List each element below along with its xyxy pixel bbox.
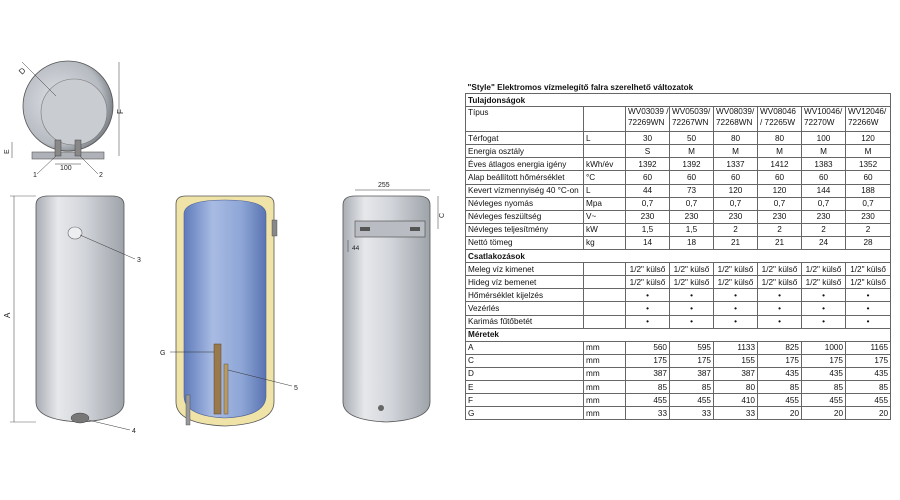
model-code: WV03039 / 72269WN [626, 107, 670, 132]
section-row [466, 250, 891, 263]
row-value: 230 [846, 210, 891, 223]
row-value: 1/2" külső [802, 263, 846, 276]
table-row [466, 315, 891, 328]
row-value: 1133 [714, 341, 758, 354]
top-view [4, 61, 125, 179]
table-row [466, 354, 891, 367]
table-row [466, 171, 891, 184]
row-value: 100 [802, 132, 846, 145]
row-value: 230 [714, 210, 758, 223]
section-properties: Tulajdonságok [466, 94, 891, 107]
row-value: 387 [670, 367, 714, 380]
row-value: 80 [714, 380, 758, 393]
row-value: 0,7 [670, 197, 714, 210]
row-value: 20 [758, 407, 802, 420]
row-unit [584, 145, 626, 158]
dimension-rows [466, 341, 891, 420]
dim-label-a: A [3, 312, 12, 318]
callout-5: 5 [294, 385, 298, 392]
row-label: Vezérlés [466, 302, 584, 315]
row-value: • [758, 315, 802, 328]
dim-label-e: E [4, 149, 11, 154]
row-value: 410 [714, 394, 758, 407]
row-label: Éves átlagos energia igény [466, 158, 584, 171]
row-value: 455 [802, 394, 846, 407]
row-value: • [670, 315, 714, 328]
row-unit: mm [584, 341, 626, 354]
row-value: 1/2" külső [670, 276, 714, 289]
row-label: Kevert vízmennyiség 40 °C-on [466, 184, 584, 197]
table-row [466, 263, 891, 276]
row-value: 20 [846, 407, 891, 420]
properties-rows [466, 132, 891, 250]
dim-label-g: G [160, 350, 166, 357]
row-value: 455 [626, 394, 670, 407]
row-value: 155 [714, 354, 758, 367]
section-row [466, 328, 891, 341]
row-value: • [846, 302, 891, 315]
model-code: WV08039/ 72268WN [714, 107, 758, 132]
row-value: • [670, 302, 714, 315]
row-value: • [802, 315, 846, 328]
row-value: 560 [626, 341, 670, 354]
row-label: Hideg víz bemenet [466, 276, 584, 289]
row-value: 230 [626, 210, 670, 223]
model-code: WV10046/ 72270W [802, 107, 846, 132]
row-label: Hőmérséklet kijelzés [466, 289, 584, 302]
row-value: • [626, 289, 670, 302]
row-value: 1/2" külső [670, 263, 714, 276]
row-value: 144 [802, 184, 846, 197]
row-value: 60 [802, 171, 846, 184]
row-value: • [846, 289, 891, 302]
row-label: C [466, 354, 584, 367]
row-value: 230 [670, 210, 714, 223]
row-value: • [802, 289, 846, 302]
row-value: 825 [758, 341, 802, 354]
row-unit [584, 302, 626, 315]
table-row [466, 223, 891, 236]
row-value: 1/2" külső [802, 276, 846, 289]
row-value: 1/2" külső [846, 263, 891, 276]
type-unit [584, 107, 626, 132]
row-label: F [466, 394, 584, 407]
row-value: 1392 [670, 158, 714, 171]
front-view [3, 196, 141, 435]
bracket-slot-2 [410, 227, 420, 231]
side-bracket [272, 220, 277, 236]
row-value: 60 [846, 171, 891, 184]
row-value: 387 [714, 367, 758, 380]
row-label: Névleges feszültség [466, 210, 584, 223]
table-row [466, 407, 891, 420]
row-value: 175 [758, 354, 802, 367]
row-label: E [466, 380, 584, 393]
type-label: Típus [466, 107, 584, 132]
row-value: 33 [626, 407, 670, 420]
row-value: M [846, 145, 891, 158]
row-value: M [670, 145, 714, 158]
callout-1: 1 [33, 172, 37, 179]
table-row [466, 380, 891, 393]
row-label: Energia osztály [466, 145, 584, 158]
pipe-stub-left [55, 140, 61, 156]
top-view-inner-ring [41, 79, 107, 145]
row-value: 435 [846, 367, 891, 380]
row-value: 30 [626, 132, 670, 145]
row-unit [584, 289, 626, 302]
row-value: M [758, 145, 802, 158]
section-dimensions: Méretek [466, 328, 891, 341]
section-connections: Csatlakozások [466, 250, 891, 263]
wall-bracket-top [32, 152, 104, 159]
row-value: 85 [802, 380, 846, 393]
model-header-row [466, 107, 891, 132]
row-value: M [802, 145, 846, 158]
dim-label-255: 255 [378, 182, 390, 189]
row-value: 28 [846, 236, 891, 249]
row-value: • [846, 315, 891, 328]
row-unit: mm [584, 367, 626, 380]
dim-label-100: 100 [60, 165, 72, 172]
table-row [466, 132, 891, 145]
row-value: 1000 [802, 341, 846, 354]
table-row [466, 145, 891, 158]
row-unit: kW [584, 223, 626, 236]
row-value: 80 [758, 132, 802, 145]
leader-4 [88, 420, 130, 430]
table-row [466, 367, 891, 380]
row-unit: mm [584, 394, 626, 407]
dim-label-d: D [17, 65, 28, 77]
row-value: 455 [758, 394, 802, 407]
row-value: 1/2" külső [846, 276, 891, 289]
table-row [466, 289, 891, 302]
row-unit: V~ [584, 210, 626, 223]
row-value: 0,7 [626, 197, 670, 210]
callout-4: 4 [132, 428, 136, 435]
row-value: • [670, 289, 714, 302]
row-value: 175 [626, 354, 670, 367]
model-code: WV12046/ 72266W [846, 107, 891, 132]
row-label: Meleg víz kimenet [466, 263, 584, 276]
row-label: D [466, 367, 584, 380]
row-value: 2 [802, 223, 846, 236]
row-unit: mm [584, 380, 626, 393]
row-value: 0,7 [714, 197, 758, 210]
row-unit: kWh/év [584, 158, 626, 171]
row-value: M [714, 145, 758, 158]
row-value: 1/2" külső [714, 276, 758, 289]
row-label: G [466, 407, 584, 420]
dim-label-44: 44 [352, 245, 360, 252]
row-value: • [714, 315, 758, 328]
row-unit: °C [584, 171, 626, 184]
model-code: WV05039/ 72267WN [670, 107, 714, 132]
row-value: 175 [670, 354, 714, 367]
row-value: 230 [758, 210, 802, 223]
row-value: 85 [846, 380, 891, 393]
row-value: 44 [626, 184, 670, 197]
row-value: 120 [714, 184, 758, 197]
table-row [466, 210, 891, 223]
table-title-row [466, 81, 891, 94]
row-value: 14 [626, 236, 670, 249]
callout-2: 2 [99, 172, 103, 179]
row-label: Névleges teljesítmény [466, 223, 584, 236]
row-label: Térfogat [466, 132, 584, 145]
table-title: "Style" Elektromos vízmelegítő falra szerelhető változatok [466, 81, 891, 94]
row-value: 2 [846, 223, 891, 236]
row-unit: mm [584, 407, 626, 420]
row-unit [584, 315, 626, 328]
row-value: 230 [802, 210, 846, 223]
model-code: WV08046 / 72265W [758, 107, 802, 132]
dim-label-f: F [116, 109, 125, 114]
row-value: 1383 [802, 158, 846, 171]
row-value: • [714, 302, 758, 315]
row-unit [584, 263, 626, 276]
row-value: 1165 [846, 341, 891, 354]
row-value: 1412 [758, 158, 802, 171]
heating-element [214, 344, 221, 414]
table-row [466, 276, 891, 289]
row-value: 1/2" külső [626, 263, 670, 276]
row-value: 1/2" külső [626, 276, 670, 289]
row-value: 85 [758, 380, 802, 393]
row-value: 85 [670, 380, 714, 393]
row-value: 175 [846, 354, 891, 367]
row-value: 1/2" külső [714, 263, 758, 276]
row-unit: kg [584, 236, 626, 249]
row-value: • [714, 289, 758, 302]
table-row [466, 302, 891, 315]
row-value: 60 [626, 171, 670, 184]
row-unit: L [584, 132, 626, 145]
row-value: 435 [802, 367, 846, 380]
section-row [466, 94, 891, 107]
row-value: 1/2" külső [758, 263, 802, 276]
bottom-fitting [378, 405, 384, 411]
row-value: 120 [758, 184, 802, 197]
table-row [466, 394, 891, 407]
row-value: 595 [670, 341, 714, 354]
row-value: 455 [670, 394, 714, 407]
callout-3: 3 [137, 257, 141, 264]
anode-pipe [186, 395, 190, 425]
bracket-slot-1 [360, 227, 370, 231]
row-value: 21 [758, 236, 802, 249]
table-row [466, 341, 891, 354]
thermometer-dial [68, 227, 82, 239]
table-row [466, 184, 891, 197]
row-value: • [802, 302, 846, 315]
row-value: 60 [714, 171, 758, 184]
row-value: S [626, 145, 670, 158]
row-label: Karimás fűtőbetét [466, 315, 584, 328]
row-label: A [466, 341, 584, 354]
row-value: • [626, 315, 670, 328]
row-value: • [626, 302, 670, 315]
row-value: 1392 [626, 158, 670, 171]
row-unit: Mpa [584, 197, 626, 210]
row-label: Alap beállított hőmérséklet [466, 171, 584, 184]
row-unit [584, 276, 626, 289]
row-value: 0,7 [758, 197, 802, 210]
row-value: 20 [802, 407, 846, 420]
row-value: 1/2" külső [758, 276, 802, 289]
row-unit: L [584, 184, 626, 197]
row-value: 455 [846, 394, 891, 407]
row-label: Névleges nyomás [466, 197, 584, 210]
cutaway-view [160, 196, 298, 426]
thermostat-rod [224, 364, 228, 414]
row-value: 175 [802, 354, 846, 367]
connection-rows [466, 263, 891, 328]
row-value: 50 [670, 132, 714, 145]
row-value: 18 [670, 236, 714, 249]
row-value: 120 [846, 132, 891, 145]
row-value: 0,7 [802, 197, 846, 210]
row-value: 0,7 [846, 197, 891, 210]
row-value: 1,5 [670, 223, 714, 236]
row-value: 33 [714, 407, 758, 420]
table-row [466, 236, 891, 249]
table-row [466, 197, 891, 210]
row-value: 1337 [714, 158, 758, 171]
row-label: Nettó tömeg [466, 236, 584, 249]
control-knob [71, 413, 89, 423]
row-value: 2 [714, 223, 758, 236]
row-value: 2 [758, 223, 802, 236]
row-value: 24 [802, 236, 846, 249]
row-value: 33 [670, 407, 714, 420]
row-unit: mm [584, 354, 626, 367]
row-value: 21 [714, 236, 758, 249]
row-value: 60 [758, 171, 802, 184]
row-value: 387 [626, 367, 670, 380]
pipe-stub-right [75, 140, 81, 156]
row-value: 60 [670, 171, 714, 184]
row-value: 80 [714, 132, 758, 145]
row-value: 1352 [846, 158, 891, 171]
row-value: 435 [758, 367, 802, 380]
back-view [343, 182, 446, 422]
row-value: 1,5 [626, 223, 670, 236]
row-value: 73 [670, 184, 714, 197]
table-row [466, 158, 891, 171]
row-value: 85 [626, 380, 670, 393]
spec-table [465, 81, 891, 420]
row-value: 188 [846, 184, 891, 197]
row-value: • [758, 302, 802, 315]
row-value: • [758, 289, 802, 302]
dim-label-c: C [439, 212, 446, 218]
